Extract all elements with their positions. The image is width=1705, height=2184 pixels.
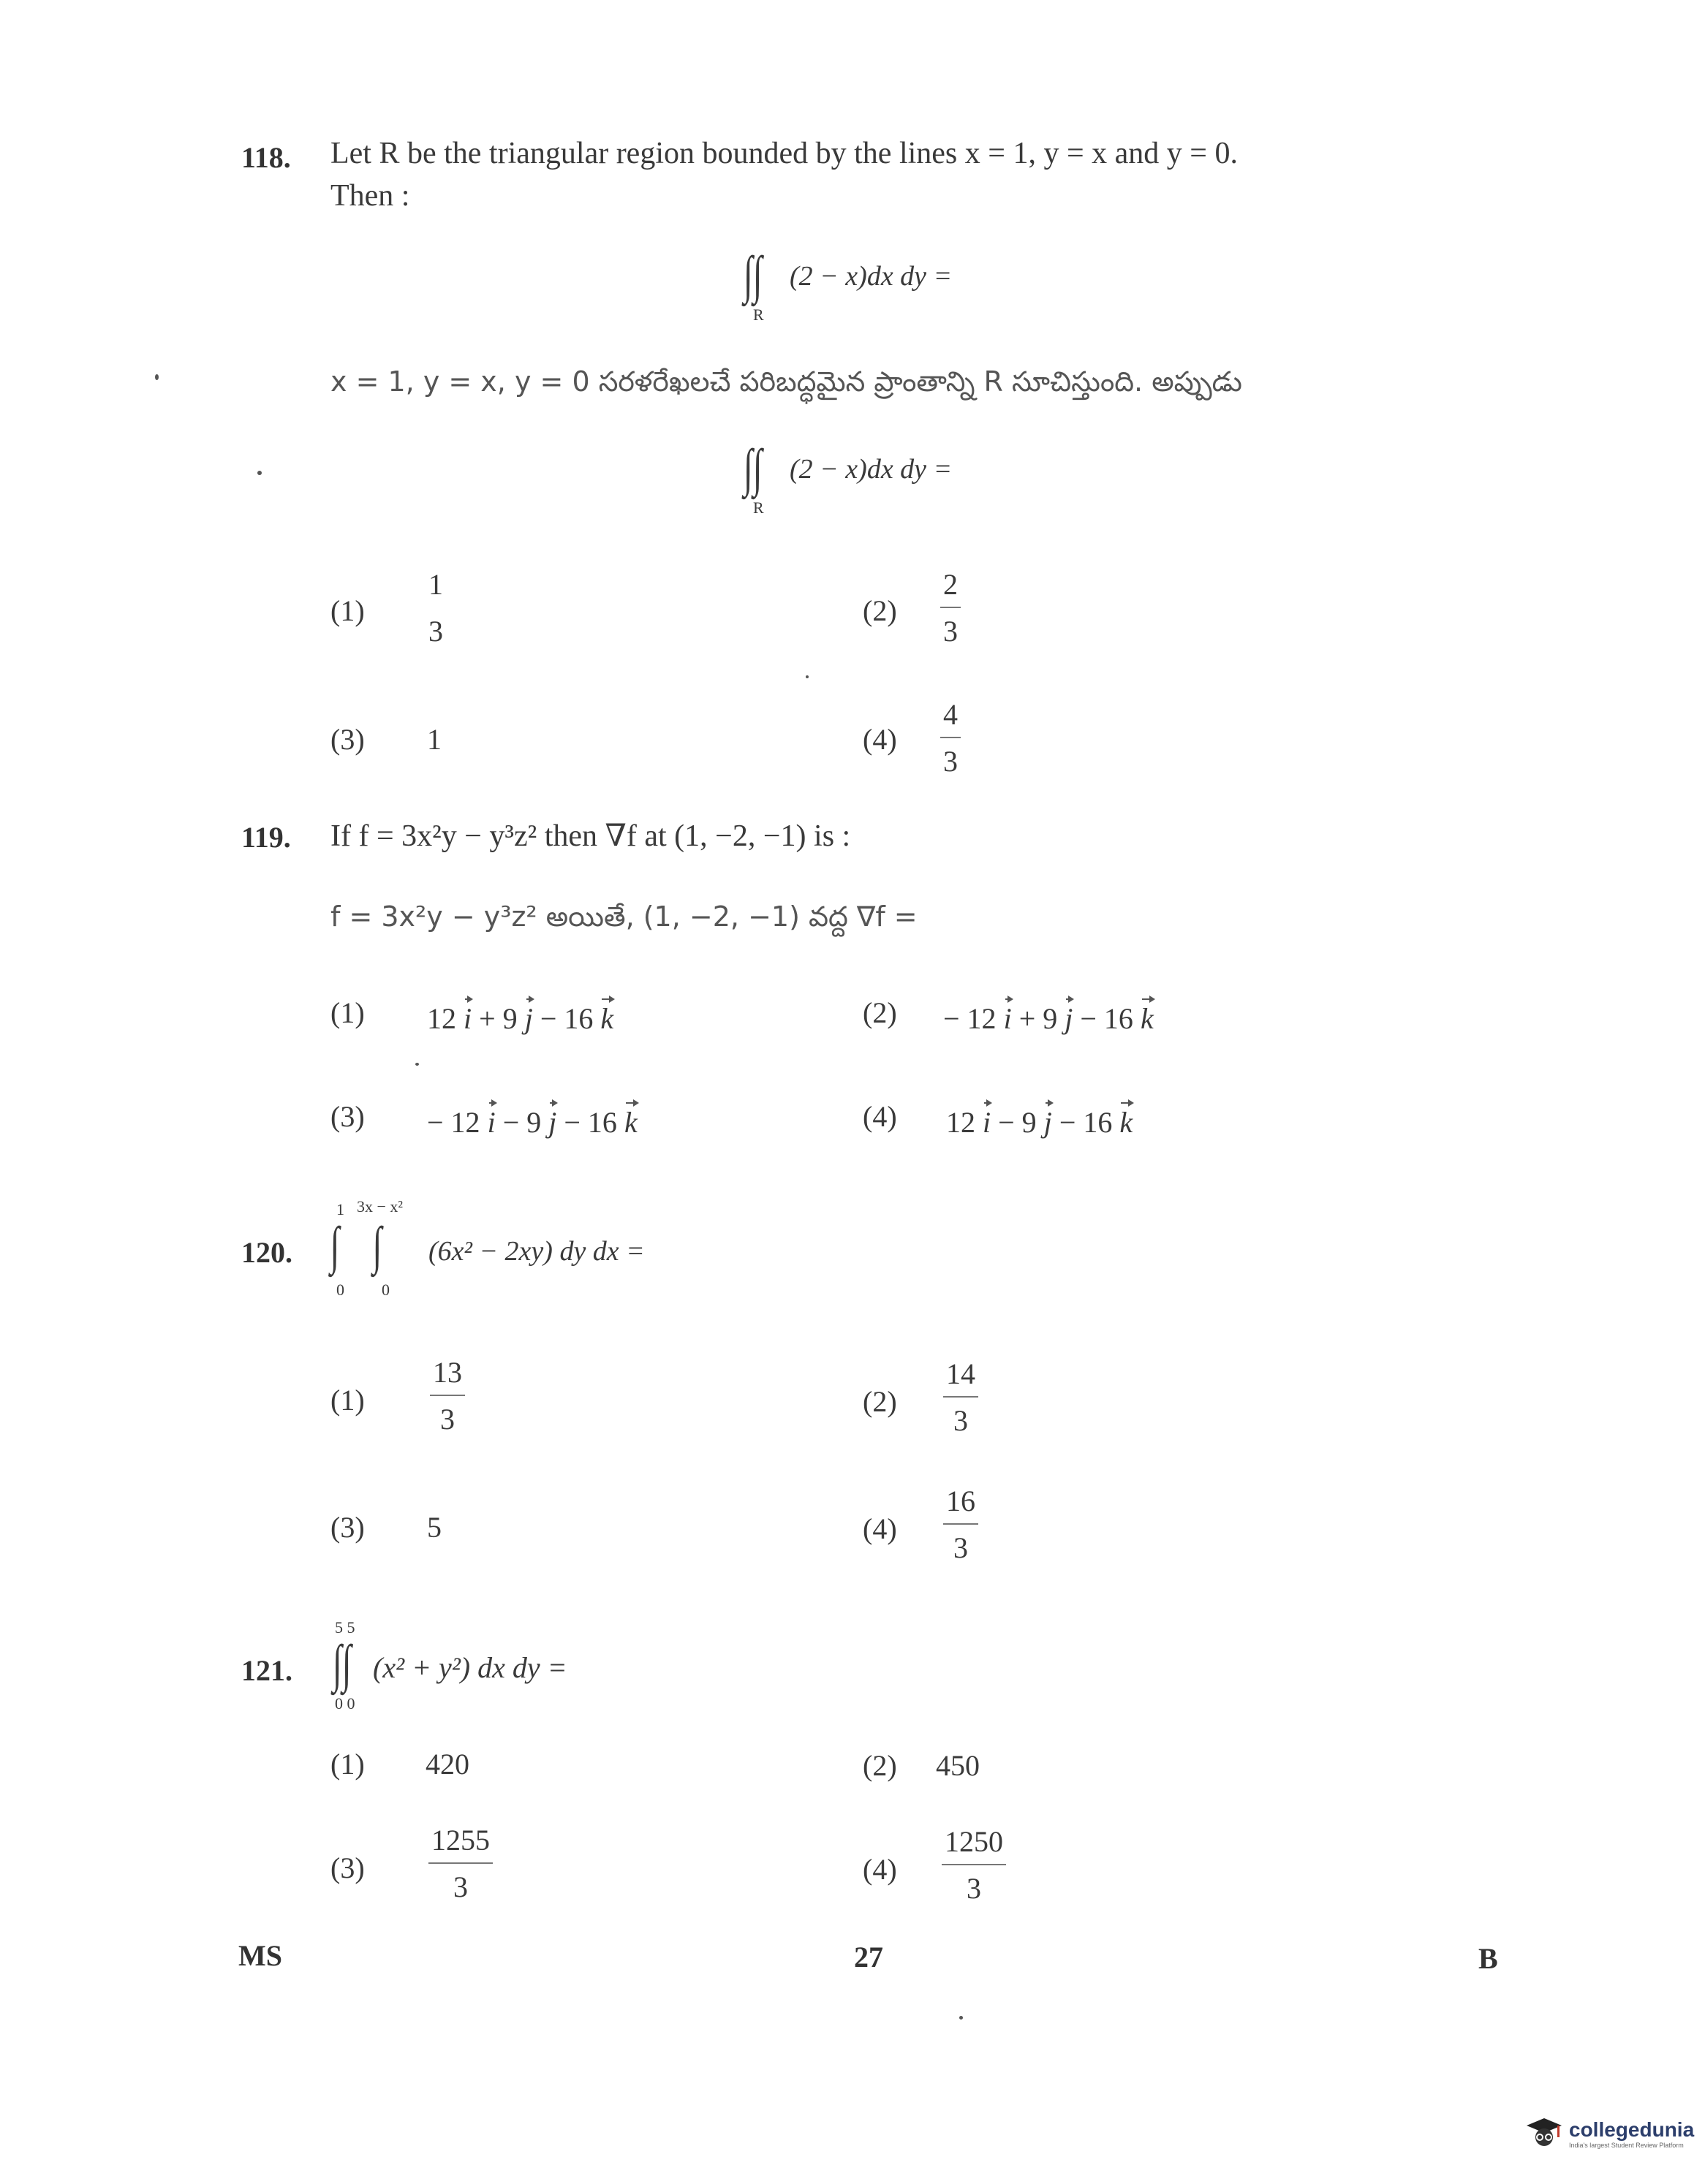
fraction-numerator: 2 [943, 568, 958, 601]
option-fraction [942, 1827, 1006, 1903]
option-label: (3) [330, 723, 365, 756]
fraction-numerator: 1255 [431, 1824, 490, 1857]
question-118-then: Then : [330, 179, 410, 213]
question-121-integrand: (x² + y²) dx dy = [373, 1651, 567, 1684]
question-118-integrand-telugu: (2 − x)dx dy = [790, 454, 953, 485]
double-integral-symbol: ∫∫ [743, 246, 763, 304]
outer-lower-limit: 0 [336, 1281, 344, 1299]
fraction-denominator: 3 [453, 1870, 468, 1903]
fraction-denominator: 3 [953, 1531, 968, 1564]
integral-symbol: ∫ [330, 1216, 340, 1275]
page-number: 27 [854, 1941, 883, 1973]
i-unit-vector: i [487, 1106, 496, 1139]
j-unit-vector: j [1065, 1002, 1073, 1035]
booklet-series: B [1478, 1942, 1498, 1975]
inner-upper-limit: 3x − x² [357, 1197, 404, 1216]
j-unit-vector: j [548, 1106, 557, 1139]
fraction-numerator: 16 [946, 1485, 975, 1517]
k-coefficient: − 16 [1080, 1002, 1133, 1035]
question-number-121: 121. [241, 1654, 292, 1687]
option-fraction [943, 1357, 978, 1437]
k-coefficient: − 16 [1059, 1106, 1113, 1139]
scan-speck [257, 471, 262, 475]
option-label: (2) [863, 1385, 897, 1418]
option-fraction [940, 700, 961, 776]
option-label: (1) [330, 1384, 365, 1417]
option-label: (2) [863, 594, 897, 627]
region-label: R [753, 306, 764, 324]
upper-limits: 5 5 [335, 1618, 355, 1637]
fraction-denominator: 3 [943, 745, 958, 778]
inner-lower-limit: 0 [382, 1281, 390, 1299]
scan-speck [959, 2016, 963, 2020]
scan-speck [415, 1063, 419, 1066]
fraction-numerator: 1250 [945, 1825, 1003, 1858]
k-unit-vector: k [1140, 1002, 1154, 1035]
option-vector-expression [427, 1105, 638, 1140]
j-unit-vector: j [524, 1002, 533, 1035]
k-unit-vector: k [624, 1106, 638, 1139]
j-coefficient: − 9 [998, 1106, 1037, 1139]
question-120-integrand: (6x² − 2xy) dy dx = [428, 1236, 645, 1267]
question-number-120: 120. [241, 1236, 292, 1269]
fraction-denominator: 3 [967, 1872, 981, 1905]
scan-speck [155, 374, 159, 380]
j-coefficient: − 9 [502, 1106, 542, 1139]
double-integral-symbol: ∫∫ [332, 1634, 352, 1693]
k-unit-vector: k [1119, 1106, 1133, 1139]
i-coefficient: − 12 [427, 1106, 480, 1139]
option-label: (1) [330, 1748, 365, 1781]
fraction-denominator: 3 [428, 615, 443, 648]
option-label: (4) [863, 1512, 897, 1545]
option-label: (1) [330, 996, 365, 1029]
option-label: (2) [863, 1749, 897, 1782]
option-label: (2) [863, 996, 897, 1029]
option-label: (4) [863, 1100, 897, 1133]
j-unit-vector: j [1043, 1106, 1052, 1139]
option-value: 5 [427, 1511, 442, 1544]
j-coefficient: + 9 [1018, 1002, 1058, 1035]
fraction-numerator: 13 [433, 1356, 462, 1389]
i-coefficient: − 12 [943, 1002, 997, 1035]
watermark-brand: collegedunia [1569, 2118, 1695, 2141]
option-label: (3) [330, 1511, 365, 1544]
option-vector-expression [427, 1001, 613, 1036]
scan-speck [806, 675, 809, 678]
question-118-integrand: (2 − x)dx dy = [790, 261, 953, 292]
double-integral-symbol: ∫∫ [743, 439, 763, 497]
fraction-denominator: 3 [440, 1403, 455, 1436]
question-119-text: If f = 3x²y − y³z² then ∇f at (1, −2, −1) is : [330, 819, 851, 853]
option-label: (1) [330, 594, 365, 627]
option-label: (3) [330, 1100, 365, 1133]
fraction-denominator: 3 [953, 1404, 968, 1437]
option-fraction [426, 570, 446, 646]
i-unit-vector: i [983, 1106, 991, 1139]
option-label: (4) [863, 1853, 897, 1886]
question-119-telugu: f = 3x²y − y³z² అయితే, (1, −2, −1) వద్ద ∇f = [330, 900, 918, 933]
i-coefficient: 12 [427, 1002, 456, 1035]
footer-code: MS [238, 1939, 282, 1972]
option-fraction [940, 570, 961, 646]
region-label: R [753, 498, 764, 517]
fraction-numerator: 14 [946, 1357, 975, 1390]
fraction-numerator: 1 [428, 568, 443, 601]
option-fraction [430, 1358, 465, 1434]
option-fraction [428, 1826, 493, 1902]
outer-upper-limit: 1 [336, 1200, 344, 1218]
question-118-telugu: x = 1, y = x, y = 0 సరళరేఖలచే పరిబద్ధమైన ప్రాంతాన్ని R సూచిస్తుంది. అప్పుడు [330, 365, 1242, 398]
question-number-119: 119. [241, 821, 291, 854]
option-value: 1 [427, 723, 442, 756]
graduate-cap-icon [1525, 2117, 1563, 2150]
lower-limits: 0 0 [335, 1694, 355, 1713]
k-coefficient: − 16 [540, 1002, 594, 1035]
option-vector-expression [946, 1105, 1133, 1140]
question-118-text: Let R be the triangular region bounded by the lines x = 1, y = x and y = 0. [330, 137, 1238, 170]
question-number-118: 118. [241, 141, 291, 174]
integral-symbol: ∫ [372, 1216, 382, 1275]
option-value: 420 [426, 1748, 469, 1781]
watermark-tagline: India's largest Student Review Platform [1569, 2142, 1684, 2149]
j-coefficient: + 9 [479, 1002, 518, 1035]
collegedunia-watermark [1525, 2117, 1694, 2150]
k-unit-vector: k [600, 1002, 614, 1035]
i-unit-vector: i [464, 1002, 472, 1035]
fraction-denominator: 3 [943, 615, 958, 648]
option-vector-expression [943, 1001, 1154, 1036]
option-fraction [943, 1487, 978, 1563]
option-label: (4) [863, 723, 897, 756]
i-unit-vector: i [1003, 1002, 1012, 1035]
i-coefficient: 12 [946, 1106, 975, 1139]
option-value: 450 [936, 1749, 980, 1782]
k-coefficient: − 16 [564, 1106, 617, 1139]
fraction-numerator: 4 [943, 698, 958, 731]
option-label: (3) [330, 1851, 365, 1884]
